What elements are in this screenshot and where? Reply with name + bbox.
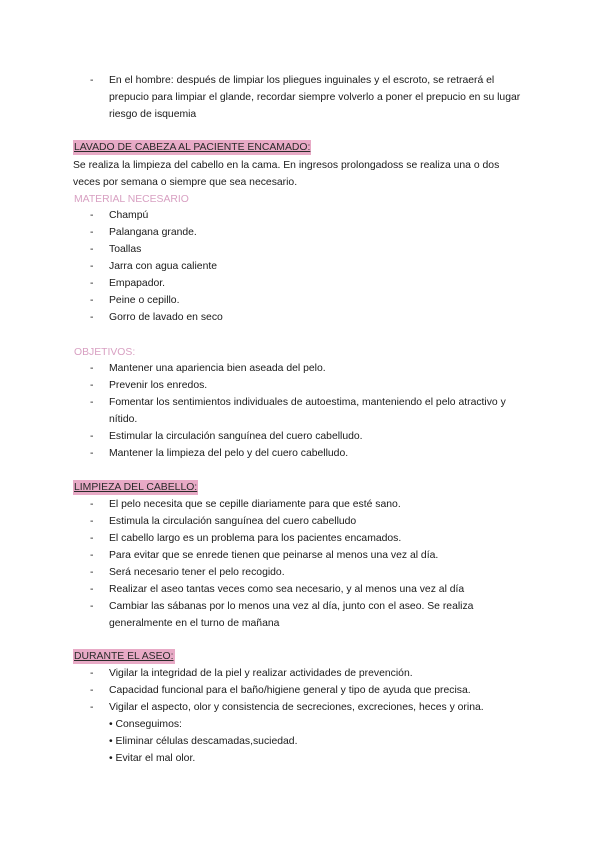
list-item: - Estimular la circulación sanguínea del cuero cabelludo.	[109, 428, 534, 445]
section-heading-lavado: LAVADO DE CABEZA AL PACIENTE ENCAMADO:	[74, 142, 311, 153]
list-item: - Vigilar la integridad de la piel y realizar actividades de prevención.	[109, 665, 534, 682]
section-heading-objetivos: OBJETIVOS:	[74, 347, 136, 358]
list-item: - Palangana grande.	[109, 224, 534, 241]
bullet-item: • Conseguimos:	[109, 719, 182, 730]
list-item: - En el hombre: después de limpiar los pliegues inguinales y el escroto, se retraerá el prepucio para limpiar el glande, recordar siempre volverlo a poner el prepucio en su lugar riesgo de isquemia	[109, 72, 534, 123]
list-item: - Empapador.	[109, 275, 534, 292]
bullet-item: • Eliminar células descamadas,suciedad.	[109, 736, 298, 747]
list-item: - Realizar el aseo tantas veces como sea necesario, y al menos una vez al día	[109, 581, 534, 598]
list-item: - Será necesario tener el pelo recogido.	[109, 564, 534, 581]
list-item: - Capacidad funcional para el baño/higiene general y tipo de ayuda que precisa.	[109, 682, 534, 699]
list-item: - Estimula la circulación sanguínea del cuero cabelludo	[109, 513, 534, 530]
list-item: - El pelo necesita que se cepille diariamente para que esté sano.	[109, 496, 534, 513]
list-item: - Jarra con agua caliente	[109, 258, 534, 275]
list-item: - Vigilar el aspecto, olor y consistencia de secreciones, excreciones, heces y orina.	[109, 699, 534, 716]
list-item: - Cambiar las sábanas por lo menos una vez al día, junto con el aseo. Se realiza generalmente en el turno de mañana	[109, 598, 534, 632]
material-heading: MATERIAL NECESARIO	[74, 194, 189, 205]
list-item: - Fomentar los sentimientos individuales de autoestima, manteniendo el pelo atractivo y nítido.	[109, 394, 534, 428]
section-heading-limpieza: LIMPIEZA DEL CABELLO:	[74, 482, 198, 493]
list-item: - Mantener una apariencia bien aseada del pelo.	[109, 360, 534, 377]
list-item: - Toallas	[109, 241, 534, 258]
list-item: - Gorro de lavado en seco	[109, 309, 534, 326]
list-item: - El cabello largo es un problema para los pacientes encamados.	[109, 530, 534, 547]
list-item: - Peine o cepillo.	[109, 292, 534, 309]
bullet-item: • Evitar el mal olor.	[109, 753, 196, 764]
list-item: - Prevenir los enredos.	[109, 377, 534, 394]
section-paragraph: Se realiza la limpieza del cabello en la cama. En ingresos prolongadoss se realiza una o dos veces por semana o siempre que sea necesario.	[73, 160, 500, 188]
list-item: - Champú	[109, 207, 534, 224]
list-item: - Para evitar que se enrede tienen que peinarse al menos una vez al día.	[109, 547, 534, 564]
section-heading-durante: DURANTE EL ASEO:	[74, 651, 174, 662]
list-item: - Mantener la limpieza del pelo y del cuero cabelludo.	[109, 445, 534, 462]
